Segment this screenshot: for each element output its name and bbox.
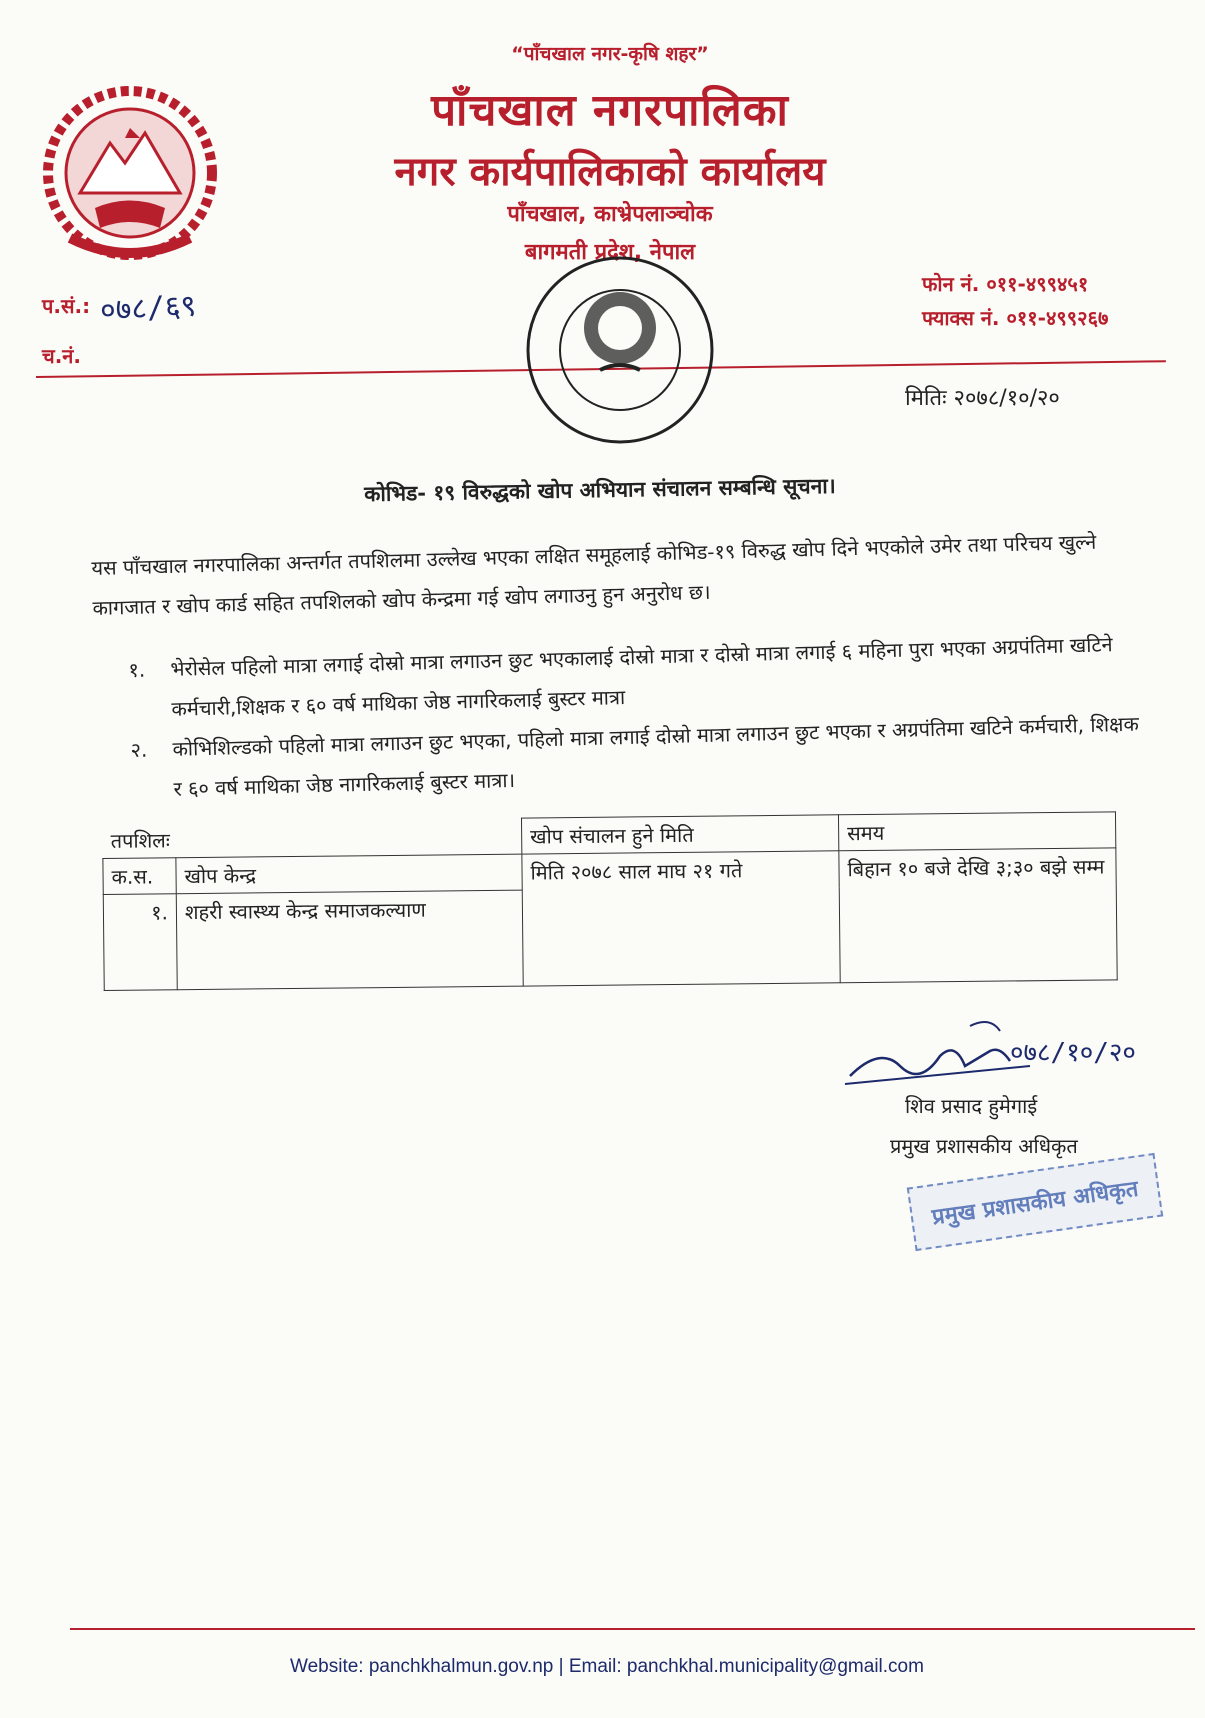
table-row-date: मिति २०७८ साल माघ २१ गते: [522, 851, 839, 890]
table-header-time: समय: [838, 812, 1115, 851]
table-row-empty: [522, 887, 840, 986]
table-row-empty: [839, 884, 1117, 983]
phone-number: फोन नं. ०११-४९९४५१: [922, 272, 1089, 296]
signer-title: प्रमुख प्रशासकीय अधिकृत: [890, 1134, 1078, 1158]
list-item-number: २.: [130, 737, 148, 762]
municipality-name: पाँचखाल नगरपालिका: [431, 85, 789, 136]
letter-date: मितिः २०७८/१०/२०: [905, 386, 1060, 411]
slogan: “पाँचखाल नगर-कृषि शहर”: [511, 43, 709, 65]
table-row-sn: १.: [103, 894, 177, 991]
fax-number: फ्याक्स नं. ०११-४९९२६७: [922, 306, 1109, 330]
list-item-text: भेरोसेल पहिलो मात्रा लगाई दोस्रो मात्रा लगाउन छुट भएकालाई दोस्रो मात्रा र दोस्रो मात्रा लगाई ६ महिना पुरा भएका अग्रपंतिमा खटिने कर्मचारी,शिक्षक र ६० वर्ष माथिका जेष्ठ नागरिकलाई बुस्टर मात्रा: [170, 632, 1113, 721]
office-seal-icon: [520, 250, 720, 450]
office-name: नगर कार्यपालिकाको कार्यालय: [394, 149, 826, 195]
address-line2: बागमती प्रदेश, नेपाल: [524, 240, 696, 265]
signer-name: शिव प्रसाद हुमेगाई: [905, 1094, 1038, 1118]
signature-icon: [840, 1006, 1180, 1096]
address-line1: पाँचखाल, काभ्रेपलाञ्चोक: [507, 202, 713, 227]
ref-value: ०७८/६९: [99, 288, 198, 329]
footer-contact: Website: panchkhalmun.gov.np | Email: panchkhal.municipality@gmail.com: [290, 1656, 924, 1677]
table-header-center: खोप केन्द्र: [176, 854, 522, 894]
table-row: [103, 884, 1117, 991]
footer-divider: [70, 1628, 1195, 1630]
signature-date: ०७८/१०/२०: [1010, 1038, 1136, 1068]
nepal-emblem-icon: [30, 78, 230, 268]
table-header-sn: क.स.: [103, 858, 176, 895]
list-item-number: १.: [128, 657, 146, 683]
vaccination-schedule-table: [102, 811, 1118, 991]
designation-stamp: प्रमुख प्रशासकीय अधिकृत: [907, 1153, 1163, 1251]
table-row-center: शहरी स्वास्थ्य केन्द्र समाजकल्याण: [176, 890, 523, 990]
subject-line: कोभिड- १९ विरुद्धको खोप अभियान संचालन सम्बन्धि सूचना।: [364, 473, 836, 507]
intro-paragraph: यस पाँचखाल नगरपालिका अन्तर्गत तपशिलमा उल्लेख भएका लक्षित समूहलाई कोभिड-१९ विरुद्ध खोप दिने भएकोले उमेर तथा परिचय खुल्ने कागजात र खोप कार्ड सहित तपशिलको खोप केन्द्रमा गई खोप लगाउनु हुन अनुरोध छ।: [91, 529, 1097, 620]
table-header-date: खोप संचालन हुने मिति: [521, 815, 838, 854]
target-group-list: [128, 624, 1142, 810]
table-caption: तपशिलः: [110, 827, 170, 853]
list-item-text: कोभिशिल्डको पहिलो मात्रा लगाउन छुट भएका, पहिलो मात्रा लगाई दोस्रो मात्रा लगाउन छुट भएका र अग्रपंतिमा खटिने कर्मचारी, शिक्षक र ६० वर्ष माथिका जेष्ठ नागरिकलाई बुस्टर मात्रा।: [172, 711, 1140, 801]
dispatch-label: च.नं.: [42, 344, 81, 368]
ref-label: प.सं.:: [42, 294, 91, 318]
table-row-time: बिहान १० बजे देखि ३;३० बझे सम्म: [839, 848, 1116, 887]
